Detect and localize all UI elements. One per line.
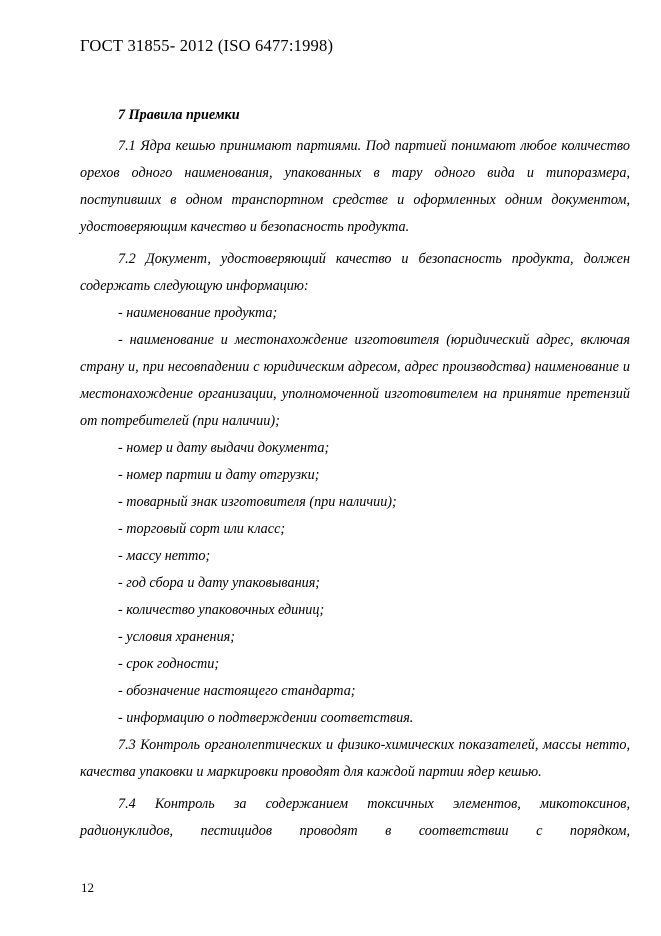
page-number: 12 xyxy=(81,880,94,895)
list-item: - наименование продукта; xyxy=(118,305,278,321)
list-item: - обозначение настоящего стандарта; xyxy=(118,683,356,699)
document-header: ГОСТ 31855- 2012 (ISO 6477:1998) xyxy=(80,36,334,55)
paragraph-7-4: 7.4 Контроль за содержанием токсичных элементов, микотоксинов, радионуклидов, пестицидов проводят в соответствии с порядком, xyxy=(80,796,630,839)
paragraph-7-3: 7.3 Контроль органолептических и физико-химических показателей, массы нетто, качества упаковки и маркировки проводят для каждой партии ядер кешью. xyxy=(80,737,630,780)
paragraph-7-2: 7.2 Документ, удостоверяющий качество и безопасность продукта, должен содержать следующую информацию: xyxy=(80,251,630,294)
list-item: - наименование и местонахождение изготовителя (юридический адрес, включая страну и, при несовпадении с юридическим адресом, адрес производства) наименование и местонахождение организации, уполномоченной изготовителем на принятие претензий от потребителей (при наличии); xyxy=(80,332,630,429)
list-item: - условия хранения; xyxy=(118,629,235,645)
list-item: - массу нетто; xyxy=(118,548,211,564)
list-item: - количество упаковочных единиц; xyxy=(118,602,325,618)
list-item: - номер партии и дату отгрузки; xyxy=(118,467,320,483)
required-info-list xyxy=(80,300,630,732)
list-item: - номер и дату выдачи документа; xyxy=(118,440,330,456)
document-body xyxy=(80,106,630,850)
section-heading: 7 Правила приемки xyxy=(118,107,240,123)
list-item: - товарный знак изготовителя (при наличии); xyxy=(118,494,397,510)
list-item: - срок годности; xyxy=(118,656,220,672)
list-item: - торговый сорт или класс; xyxy=(118,521,286,537)
list-item: - год сбора и дату упаковывания; xyxy=(118,575,321,591)
list-item: - информацию о подтверждении соответствия. xyxy=(118,710,414,726)
paragraph-7-1: 7.1 Ядра кешью принимают партиями. Под партией понимают любое количество орехов одного наименования, упакованных в тару одного вида и типоразмера, поступивших в одном транспортном средстве и оформленных одним документом, удостоверяющим качество и безопасность продукта. xyxy=(80,138,630,235)
